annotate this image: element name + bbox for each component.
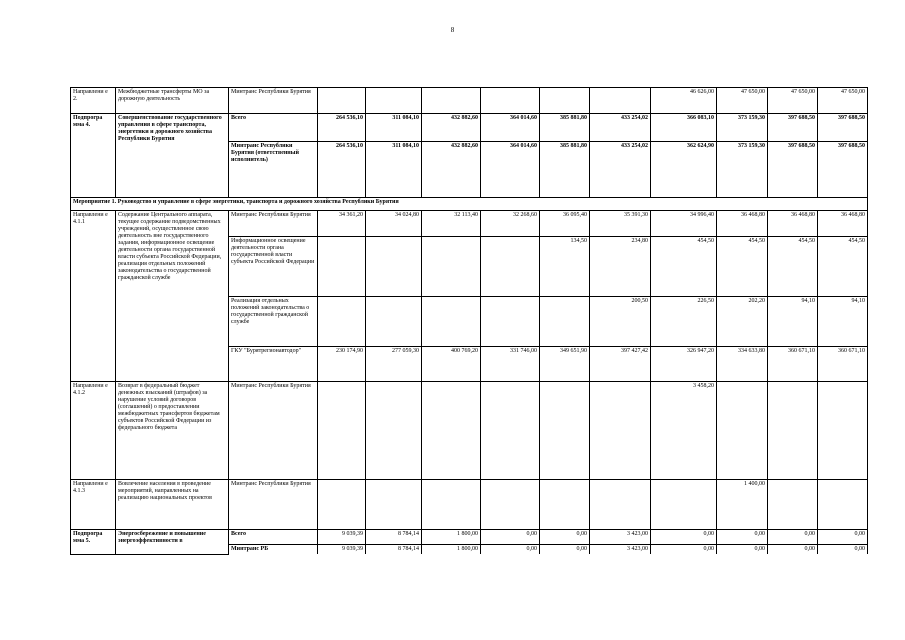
value-cell: 385 881,80 xyxy=(540,142,590,198)
value-cell: 36 468,80 xyxy=(768,211,818,237)
value-cell: 230 174,90 xyxy=(318,347,366,382)
value-cell xyxy=(540,88,590,114)
page-number: 8 xyxy=(450,26,455,34)
value-cell xyxy=(818,480,868,530)
exec-cell: Реализация отдельных положений законодательства о государственной гражданской службе xyxy=(229,297,318,347)
table-row xyxy=(71,114,868,142)
value-cell: 311 084,10 xyxy=(366,114,422,142)
value-cell: 35 391,30 xyxy=(590,211,651,237)
name-cell: Вовлечение населения в проведение мероприятий, направленных на реализацию национальных проектов xyxy=(116,480,229,530)
table-row xyxy=(71,88,868,114)
value-cell xyxy=(366,382,422,480)
value-cell xyxy=(422,237,481,297)
value-cell xyxy=(818,382,868,480)
value-cell xyxy=(318,88,366,114)
exec-cell: Минтранс Республики Бурятия xyxy=(229,480,318,530)
value-cell: 8 784,14 xyxy=(366,545,422,555)
value-cell: 349 651,90 xyxy=(540,347,590,382)
value-cell xyxy=(590,382,651,480)
value-cell: 373 159,30 xyxy=(717,114,768,142)
value-cell: 32 268,60 xyxy=(481,211,540,237)
table-row xyxy=(71,211,868,237)
exec-cell: Минтранс Республики Бурятия (ответственный исполнитель) xyxy=(229,142,318,198)
code-cell: Направлени е 4.1.1 xyxy=(71,211,116,382)
value-cell: 334 633,80 xyxy=(717,347,768,382)
value-cell: 0,00 xyxy=(818,545,868,555)
value-cell: 331 746,00 xyxy=(481,347,540,382)
value-cell: 360 671,10 xyxy=(818,347,868,382)
value-cell xyxy=(422,480,481,530)
value-cell xyxy=(318,382,366,480)
budget-table xyxy=(70,87,868,555)
value-cell xyxy=(481,88,540,114)
code-cell: Направлени е 4.1.3 xyxy=(71,480,116,530)
exec-cell: Всего xyxy=(229,114,318,142)
value-cell xyxy=(366,88,422,114)
value-cell xyxy=(318,237,366,297)
code-cell: Подпрогра мма 4. xyxy=(71,114,116,198)
name-cell: Возврат в федеральный бюджет денежных взысканий (штрафов) за нарушение условий договоров (соглашений) о предоставлении межбюджетных трансфертов бюджетам субъектов Российской Федерации из федерального бюджета xyxy=(116,382,229,480)
value-cell: 385 881,80 xyxy=(540,114,590,142)
value-cell xyxy=(540,297,590,347)
code-cell: Подпрогра мма 5. xyxy=(71,530,116,555)
name-cell: Совершенствование государственного управления в сфере транспорта, энергетики и дорожного хозяйства Республики Бурятия xyxy=(116,114,229,198)
value-cell: 94,10 xyxy=(818,297,868,347)
value-cell: 8 784,14 xyxy=(366,530,422,545)
value-cell: 433 254,02 xyxy=(590,114,651,142)
code-cell: Направлени е 2. xyxy=(71,88,116,114)
value-cell: 400 769,20 xyxy=(422,347,481,382)
table-row xyxy=(71,480,868,530)
value-cell: 311 084,10 xyxy=(366,142,422,198)
value-cell: 0,00 xyxy=(651,545,717,555)
value-cell: 264 536,10 xyxy=(318,114,366,142)
value-cell: 397 688,50 xyxy=(768,114,818,142)
value-cell: 454,50 xyxy=(717,237,768,297)
table-row xyxy=(71,198,868,211)
value-cell: 226,50 xyxy=(651,297,717,347)
value-cell: 3 423,00 xyxy=(590,530,651,545)
value-cell: 46 626,00 xyxy=(651,88,717,114)
value-cell: 34 996,40 xyxy=(651,211,717,237)
value-cell: 0,00 xyxy=(481,530,540,545)
value-cell: 364 014,60 xyxy=(481,114,540,142)
value-cell: 9 039,39 xyxy=(318,545,366,555)
value-cell: 1 400,00 xyxy=(717,480,768,530)
value-cell: 0,00 xyxy=(818,530,868,545)
value-cell xyxy=(481,382,540,480)
exec-cell: Минтранс Республики Бурятия xyxy=(229,211,318,237)
value-cell xyxy=(590,480,651,530)
name-cell: Содержание Центрального аппарата, текущее содержание подведомственных учреждений, осуществленное свою деятельность вне государственного задания, информационное освещение деятельности органа государственной власти субъекта Российской Федерации, реализация отдельных положений законодательства о государственной гражданской службе xyxy=(116,211,229,382)
value-cell: 277 059,30 xyxy=(366,347,422,382)
table-row xyxy=(71,382,868,480)
value-cell xyxy=(422,88,481,114)
value-cell: 397 688,50 xyxy=(818,142,868,198)
value-cell xyxy=(717,382,768,480)
value-cell xyxy=(366,480,422,530)
value-cell: 32 113,40 xyxy=(422,211,481,237)
exec-cell: Информационное освещение деятельности органа государственной власти субъекта Российской Федерации xyxy=(229,237,318,297)
value-cell xyxy=(481,297,540,347)
value-cell: 454,50 xyxy=(768,237,818,297)
value-cell: 433 254,02 xyxy=(590,142,651,198)
value-cell: 47 650,00 xyxy=(768,88,818,114)
value-cell xyxy=(651,480,717,530)
value-cell: 0,00 xyxy=(540,545,590,555)
value-cell: 36 468,80 xyxy=(717,211,768,237)
value-cell xyxy=(590,88,651,114)
value-cell: 134,50 xyxy=(540,237,590,297)
value-cell: 0,00 xyxy=(540,530,590,545)
value-cell: 264 536,10 xyxy=(318,142,366,198)
value-cell xyxy=(481,237,540,297)
value-cell: 432 882,60 xyxy=(422,142,481,198)
value-cell xyxy=(540,382,590,480)
exec-cell: ГКУ "Бурятрегионавтодор" xyxy=(229,347,318,382)
value-cell xyxy=(768,382,818,480)
value-cell: 36 095,40 xyxy=(540,211,590,237)
value-cell: 234,80 xyxy=(590,237,651,297)
value-cell: 200,50 xyxy=(590,297,651,347)
name-cell: Энергосбережение и повышение энергоэффективности в xyxy=(116,530,229,555)
value-cell: 366 083,10 xyxy=(651,114,717,142)
value-cell xyxy=(540,480,590,530)
exec-cell: Минтранс Республики Бурятия xyxy=(229,88,318,114)
code-cell: Направлени е 4.1.2 xyxy=(71,382,116,480)
value-cell: 432 882,60 xyxy=(422,114,481,142)
value-cell: 1 800,00 xyxy=(422,545,481,555)
value-cell xyxy=(366,297,422,347)
value-cell: 3 458,20 xyxy=(651,382,717,480)
value-cell: 36 468,80 xyxy=(818,211,868,237)
exec-cell: Минтранс Республики Бурятия xyxy=(229,382,318,480)
value-cell: 9 039,39 xyxy=(318,530,366,545)
value-cell: 0,00 xyxy=(717,530,768,545)
value-cell: 34 024,80 xyxy=(366,211,422,237)
value-cell xyxy=(422,382,481,480)
value-cell: 364 014,60 xyxy=(481,142,540,198)
value-cell xyxy=(768,480,818,530)
value-cell: 1 800,00 xyxy=(422,530,481,545)
value-cell xyxy=(481,480,540,530)
value-cell: 454,50 xyxy=(818,237,868,297)
value-cell: 34 361,20 xyxy=(318,211,366,237)
value-cell: 397 688,50 xyxy=(768,142,818,198)
value-cell xyxy=(366,237,422,297)
value-cell: 94,10 xyxy=(768,297,818,347)
value-cell xyxy=(318,297,366,347)
value-cell: 362 624,90 xyxy=(651,142,717,198)
value-cell: 47 650,00 xyxy=(818,88,868,114)
value-cell: 360 671,10 xyxy=(768,347,818,382)
value-cell: 326 947,20 xyxy=(651,347,717,382)
exec-cell: Всего xyxy=(229,530,318,545)
exec-cell: Минтранс РБ xyxy=(229,545,318,555)
value-cell: 202,20 xyxy=(717,297,768,347)
value-cell xyxy=(318,480,366,530)
value-cell: 454,50 xyxy=(651,237,717,297)
value-cell: 47 650,00 xyxy=(717,88,768,114)
value-cell: 0,00 xyxy=(481,545,540,555)
table-row xyxy=(71,530,868,545)
value-cell: 397 688,50 xyxy=(818,114,868,142)
value-cell: 397 427,42 xyxy=(590,347,651,382)
value-cell: 0,00 xyxy=(768,545,818,555)
value-cell: 373 159,30 xyxy=(717,142,768,198)
value-cell: 3 423,00 xyxy=(590,545,651,555)
name-cell: Межбюджетные трансферты МО за дорожную деятельность xyxy=(116,88,229,114)
value-cell: 0,00 xyxy=(768,530,818,545)
section-heading: Мероприятие 1. Руководство и управление в сфере энергетики, транспорта и дорожного хозяйства Республики Бурятия xyxy=(71,198,868,211)
value-cell: 0,00 xyxy=(651,530,717,545)
value-cell: 0,00 xyxy=(717,545,768,555)
value-cell xyxy=(422,297,481,347)
